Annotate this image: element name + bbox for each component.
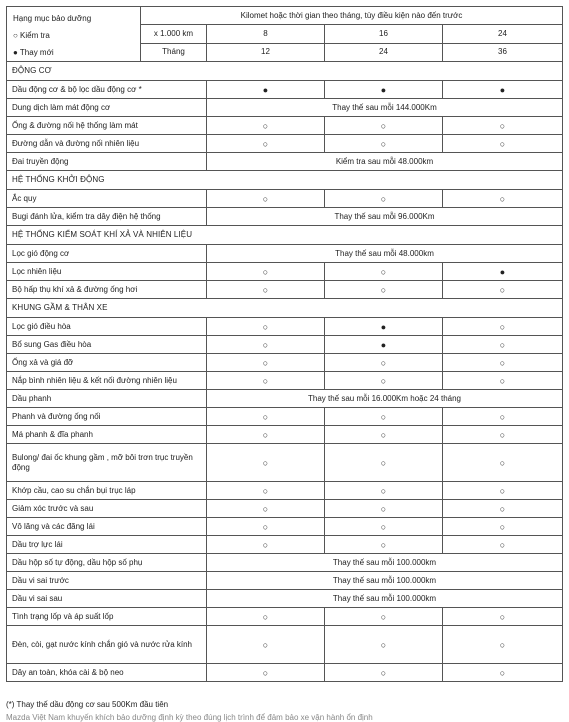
month-value: 36 [443, 43, 563, 61]
item-label: Dầu trợ lực lái [7, 536, 207, 554]
legend-inspect: ○ Kiểm tra [13, 31, 50, 40]
interval-note: Thay thế sau mỗi 100.000km [207, 590, 563, 608]
maintenance-schedule-table [6, 6, 563, 682]
table-row [7, 426, 563, 444]
item-label: Vô lăng và các đăng lái [7, 518, 207, 536]
inspect-mark: ○ [443, 318, 563, 336]
table-row [7, 318, 563, 336]
item-label: Dầu phanh [7, 390, 207, 408]
section-row [7, 171, 563, 190]
km-value: 16 [325, 25, 443, 43]
item-label: Khớp cầu, cao su chắn bụi trục láp [7, 482, 207, 500]
item-label: Dung dịch làm mát động cơ [7, 99, 207, 117]
inspect-mark: ○ [443, 518, 563, 536]
inspect-mark: ○ [207, 117, 325, 135]
km-value: 24 [443, 25, 563, 43]
inspect-mark: ○ [207, 664, 325, 682]
inspect-mark: ○ [207, 444, 325, 482]
table-row [7, 117, 563, 135]
item-label: Dầu vi sai trước [7, 572, 207, 590]
inspect-mark: ○ [207, 263, 325, 281]
inspect-mark: ○ [443, 354, 563, 372]
table-row [7, 500, 563, 518]
inspect-mark: ○ [325, 408, 443, 426]
inspect-mark: ○ [207, 608, 325, 626]
inspect-mark: ○ [325, 482, 443, 500]
item-label: Bổ sung Gas điều hòa [7, 336, 207, 354]
inspect-mark: ○ [207, 626, 325, 664]
inspect-mark: ○ [207, 500, 325, 518]
inspect-mark: ○ [207, 336, 325, 354]
interval-note: Thay thế sau mỗi 96.000Km [207, 208, 563, 226]
item-label: Dầu vi sai sau [7, 590, 207, 608]
inspect-mark: ○ [443, 444, 563, 482]
inspect-mark: ○ [443, 608, 563, 626]
header-row-1 [7, 7, 563, 25]
inspect-mark: ○ [443, 536, 563, 554]
inspect-mark: ○ [207, 536, 325, 554]
table-row [7, 99, 563, 117]
inspect-mark: ○ [325, 518, 443, 536]
inspect-mark: ○ [443, 336, 563, 354]
table-row [7, 572, 563, 590]
month-value: 24 [325, 43, 443, 61]
item-label: Lọc nhiên liệu [7, 263, 207, 281]
header-legend-cell [7, 7, 141, 62]
month-value: 12 [207, 43, 325, 61]
km-label: x 1.000 km [141, 25, 207, 43]
inspect-mark: ○ [325, 536, 443, 554]
item-label: Dầu hộp số tự động, dầu hộp số phụ [7, 554, 207, 572]
footnote-cutoff: Mazda Việt Nam khuyến khích bảo dưỡng định kỳ theo đúng lịch trình để đảm bảo xe vận hành ổn định [6, 713, 373, 722]
interval-note: Thay thế sau mỗi 16.000Km hoặc 24 tháng [207, 390, 563, 408]
inspect-mark: ○ [443, 135, 563, 153]
footnote: (*) Thay thế dầu động cơ sau 500Km đầu tiên [6, 700, 169, 709]
table-row [7, 190, 563, 208]
table-row [7, 608, 563, 626]
item-label: Ống & đường nối hệ thống làm mát [7, 117, 207, 135]
table-row [7, 390, 563, 408]
section-title: HỆ THỐNG KIỂM SOÁT KHÍ XẢ VÀ NHIÊN LIỆU [7, 226, 563, 245]
inspect-mark: ○ [325, 135, 443, 153]
inspect-mark: ○ [443, 190, 563, 208]
table-row [7, 135, 563, 153]
inspect-mark: ○ [325, 281, 443, 299]
table-row [7, 208, 563, 226]
table-row [7, 263, 563, 281]
schedule-body [7, 7, 563, 682]
inspect-mark: ○ [325, 500, 443, 518]
inspect-mark: ○ [443, 482, 563, 500]
replace-mark: ● [325, 81, 443, 99]
item-label: Dầu động cơ & bộ lọc dầu động cơ * [7, 81, 207, 99]
table-row [7, 664, 563, 682]
table-row [7, 372, 563, 390]
item-label: Phanh và đường ống nối [7, 408, 207, 426]
inspect-mark: ○ [207, 190, 325, 208]
km-value: 8 [207, 25, 325, 43]
item-label: Má phanh & đĩa phanh [7, 426, 207, 444]
inspect-mark: ○ [443, 664, 563, 682]
inspect-mark: ○ [325, 372, 443, 390]
item-label: Tình trạng lốp và áp suất lốp [7, 608, 207, 626]
table-row [7, 245, 563, 263]
replace-mark: ● [325, 318, 443, 336]
interval-note: Thay thế sau mỗi 144.000Km [207, 99, 563, 117]
item-label: Nắp bình nhiên liệu & kết nối đường nhiên liệu [7, 372, 207, 390]
inspect-mark: ○ [325, 190, 443, 208]
table-row [7, 444, 563, 482]
table-row [7, 536, 563, 554]
table-row [7, 408, 563, 426]
inspect-mark: ○ [325, 117, 443, 135]
inspect-mark: ○ [207, 518, 325, 536]
table-row [7, 554, 563, 572]
inspect-mark: ○ [325, 354, 443, 372]
table-row [7, 354, 563, 372]
inspect-mark: ○ [325, 664, 443, 682]
inspect-mark: ○ [443, 408, 563, 426]
table-row [7, 482, 563, 500]
item-label: Bulong/ đai ốc khung gầm , mỡ bôi trơn trục truyền động [7, 444, 207, 482]
replace-mark: ● [207, 81, 325, 99]
inspect-mark: ○ [207, 135, 325, 153]
item-label: Dây an toàn, khóa cài & bộ neo [7, 664, 207, 682]
section-row [7, 299, 563, 318]
item-label: Lọc gió điều hòa [7, 318, 207, 336]
inspect-mark: ○ [443, 117, 563, 135]
interval-note: Thay thế sau mỗi 100.000km [207, 572, 563, 590]
inspect-mark: ○ [325, 263, 443, 281]
inspect-mark: ○ [207, 408, 325, 426]
inspect-mark: ○ [443, 281, 563, 299]
interval-title: Kilomet hoặc thời gian theo tháng, tùy điều kiện nào đến trước [141, 7, 563, 25]
inspect-mark: ○ [443, 426, 563, 444]
item-label: Giảm xóc trước và sau [7, 500, 207, 518]
inspect-mark: ○ [443, 626, 563, 664]
inspect-mark: ○ [325, 426, 443, 444]
table-row [7, 518, 563, 536]
inspect-mark: ○ [207, 354, 325, 372]
item-label: Đai truyền động [7, 153, 207, 171]
category-label: Hạng mục bảo dưỡng [13, 14, 92, 23]
inspect-mark: ○ [443, 372, 563, 390]
item-label: Ắc quy [7, 190, 207, 208]
month-label: Tháng [141, 43, 207, 61]
inspect-mark: ○ [325, 626, 443, 664]
table-row [7, 81, 563, 99]
item-label: Bộ hấp thụ khí xả & đường ống hơi [7, 281, 207, 299]
item-label: Đèn, còi, gạt nước kính chắn gió và nước rửa kính [7, 626, 207, 664]
item-label: Bugi đánh lửa, kiểm tra dây điện hệ thống [7, 208, 207, 226]
table-row [7, 590, 563, 608]
inspect-mark: ○ [443, 500, 563, 518]
inspect-mark: ○ [325, 608, 443, 626]
section-row [7, 62, 563, 81]
inspect-mark: ○ [325, 444, 443, 482]
section-title: KHUNG GẦM & THÂN XE [7, 299, 563, 318]
section-title: HỆ THỐNG KHỞI ĐỘNG [7, 171, 563, 190]
inspect-mark: ○ [207, 318, 325, 336]
inspect-mark: ○ [207, 372, 325, 390]
interval-note: Thay thế sau mỗi 48.000km [207, 245, 563, 263]
table-row [7, 336, 563, 354]
interval-note: Thay thế sau mỗi 100.000km [207, 554, 563, 572]
item-label: Đường dẫn và đường nối nhiên liệu [7, 135, 207, 153]
item-label: Ống xả và giá đỡ [7, 354, 207, 372]
section-title: ĐỘNG CƠ [7, 62, 563, 81]
inspect-mark: ○ [207, 482, 325, 500]
replace-mark: ● [325, 336, 443, 354]
item-label: Lọc gió động cơ [7, 245, 207, 263]
inspect-mark: ○ [207, 281, 325, 299]
table-row [7, 153, 563, 171]
table-row [7, 281, 563, 299]
replace-mark: ● [443, 81, 563, 99]
legend-replace: ● Thay mới [13, 48, 54, 57]
section-row [7, 226, 563, 245]
interval-note: Kiểm tra sau mỗi 48.000km [207, 153, 563, 171]
inspect-mark: ○ [207, 426, 325, 444]
replace-mark: ● [443, 263, 563, 281]
table-row [7, 626, 563, 664]
